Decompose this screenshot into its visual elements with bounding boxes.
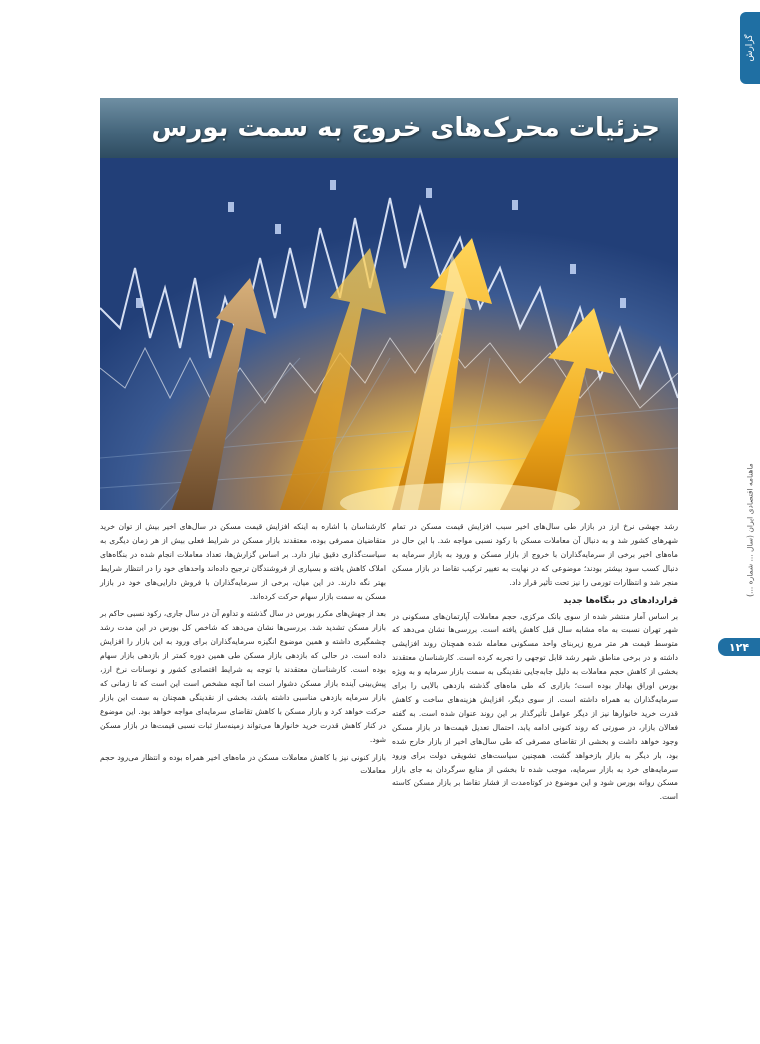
page-number: ۱۲۴: [718, 638, 760, 656]
intro-paragraph: رشد جهشی نرخ ارز در بازار طی سال‌های اخیر سبب افزایش قیمت مسکن در تمام شهرهای کشور شد و به دنبال آن معاملات مسکن با رکود نسبی مواجه شد. با این حال در ماه‌های اخیر برخی از سرمایه‌گذاران با خروج از بازار مسکن و ورود به بازار سرمایه به دنبال کسب سود بیشتر بودند؛ موضوعی که در نهایت به تغییر ترکیب تقاضا در بازار مسکن منجر شد و انتظارات تورمی را نیز تحت تأثیر قرار داد.: [392, 522, 678, 587]
article-title: جزئیات محرک‌های خروج به سمت بورس: [151, 113, 660, 143]
running-head-text: ماهنامه اقتصادی ایران (سال ... شماره ...): [745, 463, 755, 597]
paragraph-1: کارشناسان با اشاره به اینکه افزایش قیمت مسکن در سال‌های اخیر بیش از توان خرید متقاضیان مصرفی بوده، معتقدند بازار مسکن در شرایط فعلی بیش از هر زمان دیگری به سیاست‌گذاری دقیق نیاز دارد. بر اساس گزارش‌ها، تعداد معاملات انجام شده در بنگاه‌های املاک کاهش یافته و بسیاری از فروشندگان ترجیح داده‌اند واحدهای خود را در انتظار شرایط بهتر نگه دارند. در این میان، برخی از سرمایه‌گذاران با فروش دارایی‌های خود در بازار مسکن به سمت بازار سهام حرکت کرده‌اند.: [100, 522, 386, 601]
subheading: قراردادهای در بنگاه‌ها جدید: [563, 595, 678, 606]
rising-arrows-stock-chart-image: [100, 158, 678, 510]
hero-image: [100, 158, 678, 510]
column-left: [100, 520, 386, 782]
running-head: [741, 430, 759, 630]
section-label: گزارش: [745, 34, 755, 62]
body-paragraph: بر اساس آمار منتشر شده از سوی بانک مرکزی، حجم معاملات آپارتمان‌های مسکونی در شهر تهران نسبت به ماه مشابه سال قبل کاهش یافته است. بررسی‌ها نشان می‌دهد که متوسط قیمت هر متر مربع زیربنای واحد مسکونی معامله شده همچنان روند افزایشی داشته و در برخی مناطق شهر رشد قابل توجهی را تجربه کرده است. کارشناسان معتقدند بخشی از کاهش حجم معاملات به دلیل جابه‌جایی نقدینگی به سمت بازار سرمایه و به ویژه بورس اوراق بهادار بوده است؛ بازاری که طی ماه‌های گذشته بازدهی بالایی را برای سرمایه‌گذاران به همراه داشته است. از سوی دیگر، افزایش هزینه‌های ساخت و کاهش قدرت خرید خانوارها نیز از دیگر عوامل تأثیرگذار بر این روند عنوان شده است. به گفته فعالان بازار، در صورتی که روند کنونی ادامه یابد، احتمال تعدیل قیمت‌ها در بازار مسکن وجود خواهد داشت و بخشی از تقاضای مصرفی که طی سال‌های اخیر از بازار خارج شده بود، بار دیگر به بازار بازخواهد گشت. همچنین سیاست‌های تشویقی دولت برای ورود سرمایه‌های خرد به بازار سرمایه، موجب شده تا بخشی از منابع سرگردان به جای بازار مسکن روانه بورس شود و این موضوع در کوتاه‌مدت از فشار تقاضا بر بازار مسکن کاسته است.: [392, 611, 678, 802]
section-tab: [740, 12, 760, 84]
column-right: [392, 520, 678, 808]
paragraph-3: بازار کنونی نیز با کاهش معاملات مسکن در ماه‌های اخیر همراه بوده و انتظار می‌رود حجم معاملات: [100, 752, 386, 776]
title-banner: [100, 98, 678, 158]
paragraph-2: بعد از جهش‌های مکرر بورس در سال گذشته و تداوم آن در سال جاری، رکود نسبی حاکم بر بازار مسکن تشدید شد. بررسی‌ها نشان می‌دهد که شاخص کل بورس در این مدت رشد چشمگیری داشته و همین موضوع انگیزه سرمایه‌گذاران برای ورود به این بازار را افزایش داده است. در حالی که بازدهی بازار مسکن طی همین دوره کمتر از بازدهی بازار سهام بوده است. کارشناسان معتقدند با توجه به شرایط اقتصادی کشور و نوسانات نرخ ارز، پیش‌بینی آینده بازار مسکن دشوار است اما آنچه مشخص است این است که تا زمانی که بازار سرمایه بازدهی مناسبی داشته باشد، بخشی از نقدینگی همچنان به سمت این بازار حرکت خواهد کرد و بازار مسکن با کاهش تقاضای سرمایه‌ای مواجه خواهد بود. این موضوع در کنار کاهش قدرت خرید خانوارها می‌تواند زمینه‌ساز ثبات نسبی قیمت‌ها در بازار مسکن شود.: [100, 609, 386, 744]
